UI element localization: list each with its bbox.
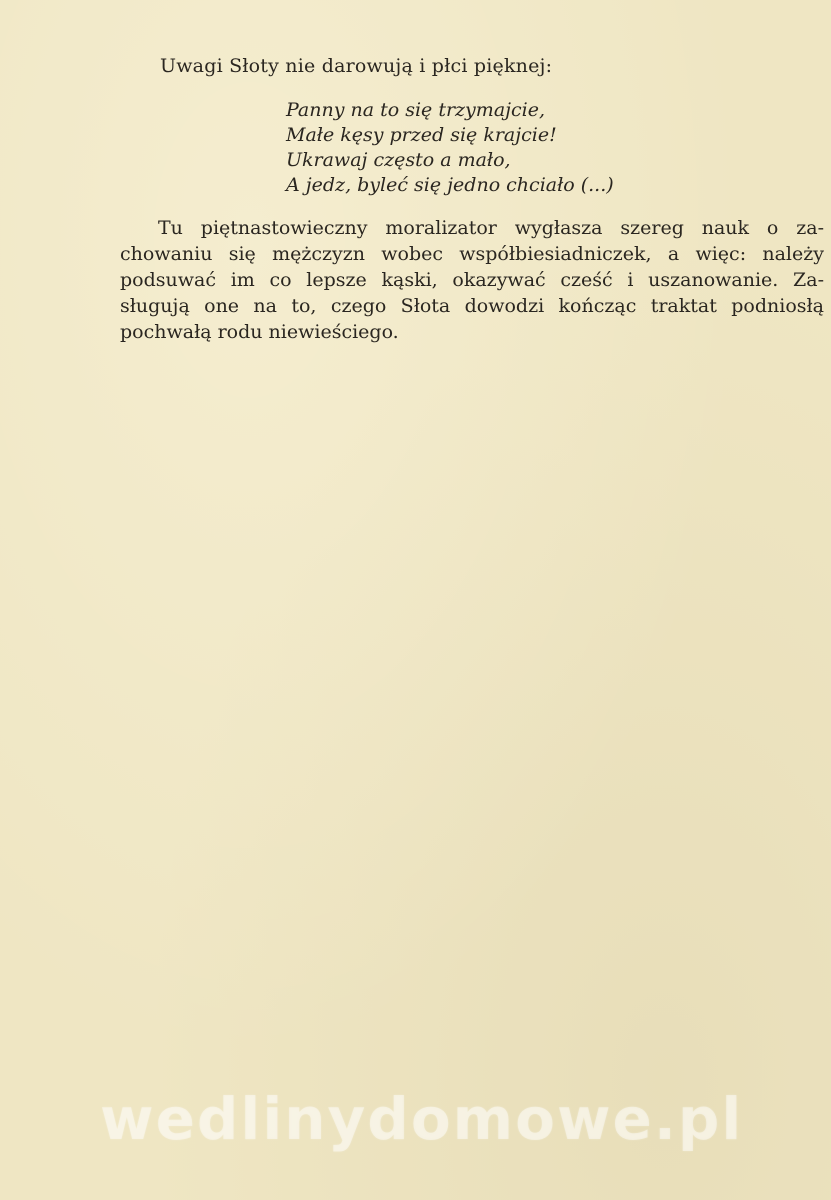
verse-line: Małe kęsy przed się krajcie! — [286, 124, 557, 146]
paragraph-line: sługują one na to, czego Słota dowodzi kończąc traktat podniosłą — [120, 295, 824, 317]
paragraph-line: pochwałą rodu niewieściego. — [120, 321, 399, 343]
paragraph-line: Tu piętnastowieczny moralizator wygłasza szereg nauk o za- — [158, 217, 824, 239]
verse-line: Panny na to się trzymajcie, — [286, 99, 546, 121]
intro-line: Uwagi Słoty nie darowują i płci pięknej: — [160, 55, 553, 77]
watermark: wedlinydomowe.pl — [100, 1085, 744, 1153]
verse-block — [286, 98, 614, 198]
paragraph-line: podsuwać im co lepsze kąski, okazywać cześć i uszanowanie. Za- — [120, 269, 824, 291]
paragraph-line: chowaniu się mężczyzn wobec współbiesiadniczek, a więc: należy — [120, 243, 824, 265]
body-paragraph — [120, 215, 824, 345]
verse-line: A jedz, byleć się jedno chciało (...) — [286, 174, 614, 196]
verse-line: Ukrawaj często a mało, — [286, 149, 511, 171]
